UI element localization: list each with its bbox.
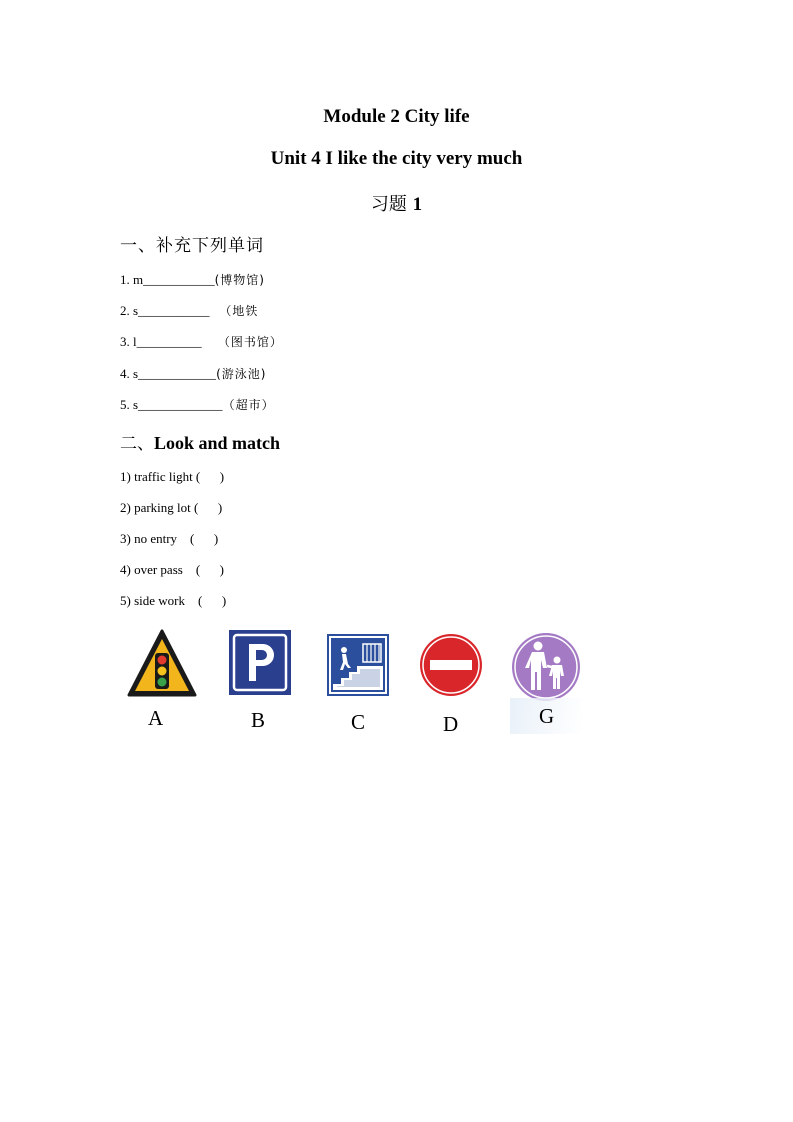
fill-item-2 [120,302,258,319]
fill-item-5 [120,396,275,413]
match-item-5: 5) side work ( ) [120,593,227,608]
fill-item-prefix: 3. l__________ [120,334,218,349]
section2-heading-cn: 二、 [120,434,154,454]
unit-title: Unit 4 I like the city very much [270,148,523,169]
fill-item-3 [120,333,283,350]
section1-heading: 一、补充下列单词 [120,236,264,256]
fill-item-hint: （图书馆） [217,335,283,349]
fill-item-hint: （地铁 [219,304,259,318]
fill-item-4 [120,365,266,382]
fill-item-hint: (博物馆) [214,273,265,287]
parking-sign-icon [229,630,291,695]
fill-item-prefix: 5. s_____________ [120,397,223,412]
match-item-2: 2) parking lot ( ) [120,500,223,515]
match-item-4: 4) over pass ( ) [120,562,224,577]
exercise-title [0,190,793,216]
match-item-3: 3) no entry ( ) [120,531,219,546]
fill-item-prefix: 4. s____________ [120,366,217,381]
match-item-1: 1) traffic light ( ) [120,469,225,484]
fill-item-1 [120,271,265,288]
pedestrian-sign-icon [511,632,581,702]
module-title: Module 2 City life [323,106,470,127]
sign-label-c: C [351,710,366,734]
fill-item-hint: (游泳池) [216,367,267,381]
sign-label-g: G [539,704,555,728]
fill-item-hint: （超市） [222,398,275,412]
traffic-light-warning-icon [127,629,197,697]
sign-label-b: B [251,708,266,732]
no-entry-sign-icon [419,633,483,697]
exercise-label: 习题 [370,194,407,215]
section2-heading-en: Look and match [154,433,281,453]
overpass-sign-icon [327,634,389,696]
fill-item-prefix: 1. m___________ [120,272,215,287]
sign-label-a: A [148,706,164,730]
fill-item-prefix: 2. s___________ [120,303,220,318]
section2-heading [120,429,280,454]
sign-label-d: D [443,712,459,736]
exercise-number: 1 [412,194,423,215]
